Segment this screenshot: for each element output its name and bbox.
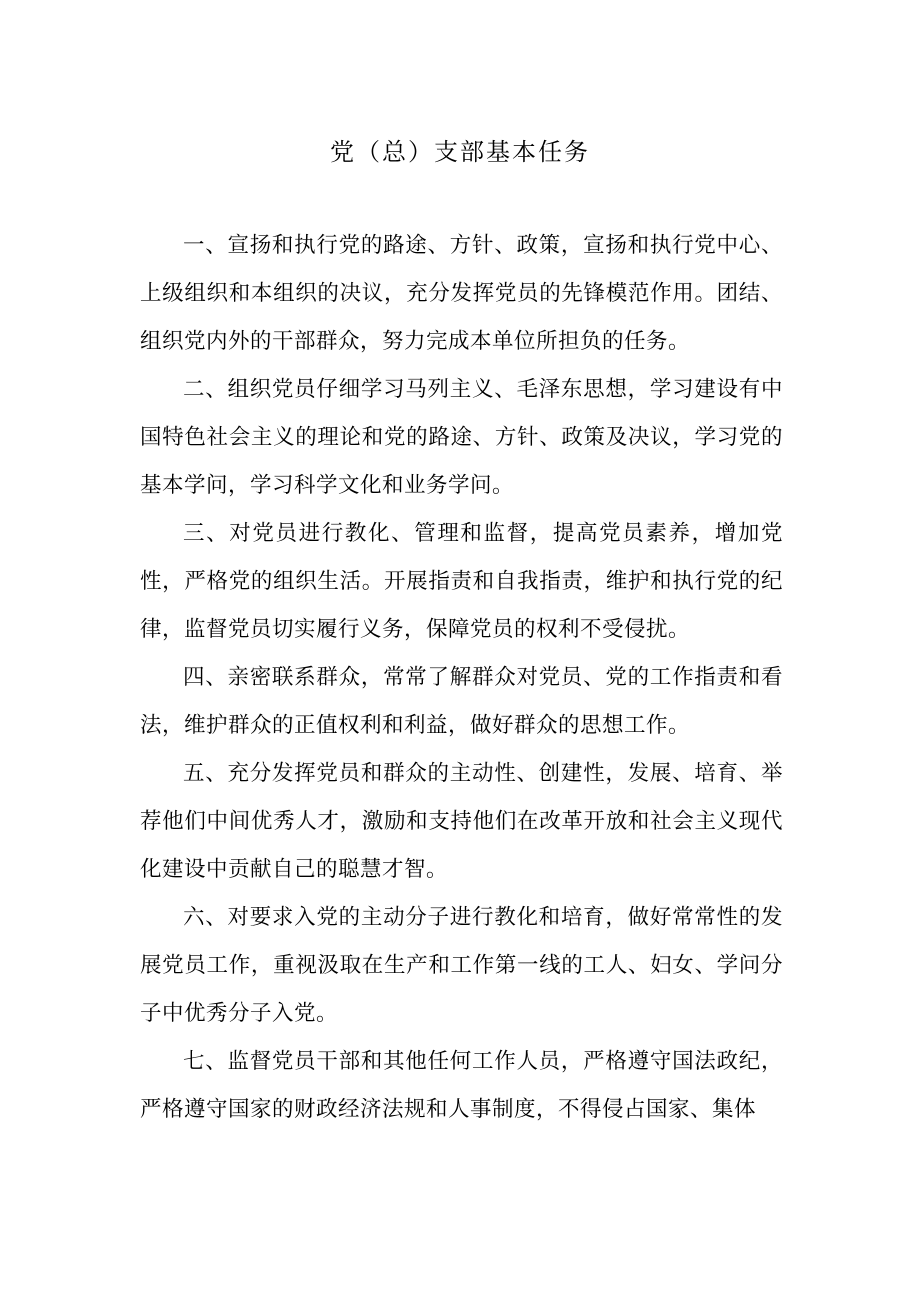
paragraph-6: 六、对要求入党的主动分子进行教化和培育，做好常常性的发展党员工作，重视汲取在生产和工作第一线的工人、妇女、学问分子中优秀分子入党。	[140, 905, 783, 1026]
paragraph-2: 二、组织党员仔细学习马列主义、毛泽东思想，学习建设有中国特色社会主义的理论和党的路途、方针、政策及决议，学习党的基本学问，学习科学文化和业务学问。	[140, 377, 783, 498]
paragraph-5: 五、充分发挥党员和群众的主动性、创建性，发展、培育、举荐他们中间优秀人才，激励和支持他们在改革开放和社会主义现代化建设中贡献自己的聪慧才智。	[140, 761, 783, 882]
paragraph-3: 三、对党员进行教化、管理和监督，提高党员素养，增加党性，严格党的组织生活。开展指责和自我指责，维护和执行党的纪律，监督党员切实履行义务，保障党员的权利不受侵扰。	[140, 521, 783, 642]
document-body	[140, 222, 783, 1134]
paragraph-1: 一、宣扬和执行党的路途、方针、政策，宣扬和执行党中心、上级组织和本组织的决议，充分发挥党员的先锋模范作用。团结、组织党内外的干部群众，努力完成本单位所担负的任务。	[140, 233, 783, 354]
paragraph-4: 四、亲密联系群众，常常了解群众对党员、党的工作指责和看法，维护群众的正值权利和利益，做好群众的思想工作。	[140, 665, 783, 738]
document-title: 党（总）支部基本任务	[330, 138, 590, 166]
paragraph-7: 七、监督党员干部和其他任何工作人员，严格遵守国法政纪，严格遵守国家的财政经济法规和人事制度，不得侵占国家、集体	[140, 1049, 783, 1122]
